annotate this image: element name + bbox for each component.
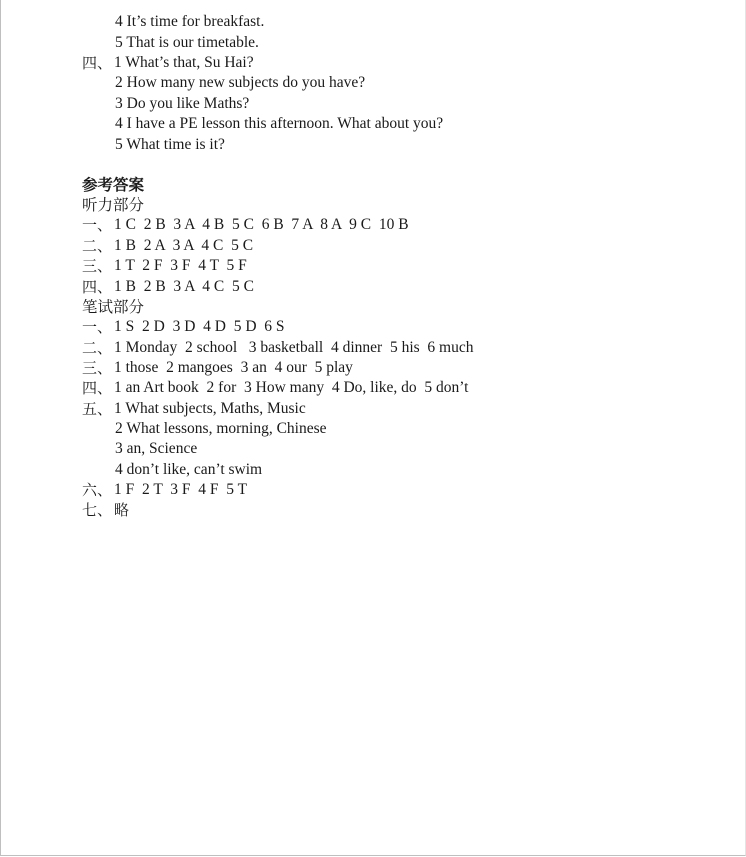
section-label: 七、 — [82, 501, 113, 519]
section-label: 一、 — [82, 318, 113, 336]
section-label: 四、 — [82, 278, 113, 296]
section-label: 五、 — [82, 400, 113, 418]
question-line: 2 How many new subjects do you have? — [115, 74, 366, 91]
question-line: 4 It’s time for breakfast. — [115, 13, 265, 30]
answer-line: 1 Monday 2 school 3 basketball 4 dinner 5 his 6 much — [114, 339, 474, 356]
answer-line: 1 What subjects, Maths, Music — [114, 400, 306, 417]
section-label: 三、 — [82, 257, 113, 275]
answer-line: 1 those 2 mangoes 3 an 4 our 5 play — [114, 359, 353, 376]
section-label: 三、 — [82, 359, 113, 377]
question-line: 4 I have a PE lesson this afternoon. What about you? — [115, 115, 444, 132]
answer-line: 2 What lessons, morning, Chinese — [115, 420, 327, 437]
writing-section-title: 笔试部分 — [82, 298, 145, 316]
answer-key-title: 参考答案 — [82, 176, 145, 194]
section-label: 二、 — [82, 237, 113, 255]
listening-section-title: 听力部分 — [82, 196, 145, 214]
question-line: 5 That is our timetable. — [115, 34, 259, 51]
question-line: 3 Do you like Maths? — [115, 95, 250, 112]
section-label: 四、 — [82, 379, 113, 397]
answer-line: 略 — [114, 501, 130, 519]
answer-line: 1 F 2 T 3 F 4 F 5 T — [114, 481, 248, 498]
answer-line: 1 B 2 A 3 A 4 C 5 C — [114, 237, 254, 254]
answer-line: 1 T 2 F 3 F 4 T 5 F — [114, 257, 247, 274]
answer-line: 3 an, Science — [115, 440, 198, 457]
section-label: 四、 — [82, 54, 113, 72]
section-label: 二、 — [82, 339, 113, 357]
question-line: 1 What’s that, Su Hai? — [114, 54, 254, 71]
answer-line: 1 C 2 B 3 A 4 B 5 C 6 B 7 A 8 A 9 C 10 B — [114, 216, 409, 233]
question-line: 5 What time is it? — [115, 136, 225, 153]
answer-line: 1 an Art book 2 for 3 How many 4 Do, like, do 5 don’t — [114, 379, 469, 396]
section-label: 一、 — [82, 216, 113, 234]
answer-line: 4 don’t like, can’t swim — [115, 461, 263, 478]
answer-line: 1 S 2 D 3 D 4 D 5 D 6 S — [114, 318, 285, 335]
section-label: 六、 — [82, 481, 113, 499]
answer-line: 1 B 2 B 3 A 4 C 5 C — [114, 278, 254, 295]
